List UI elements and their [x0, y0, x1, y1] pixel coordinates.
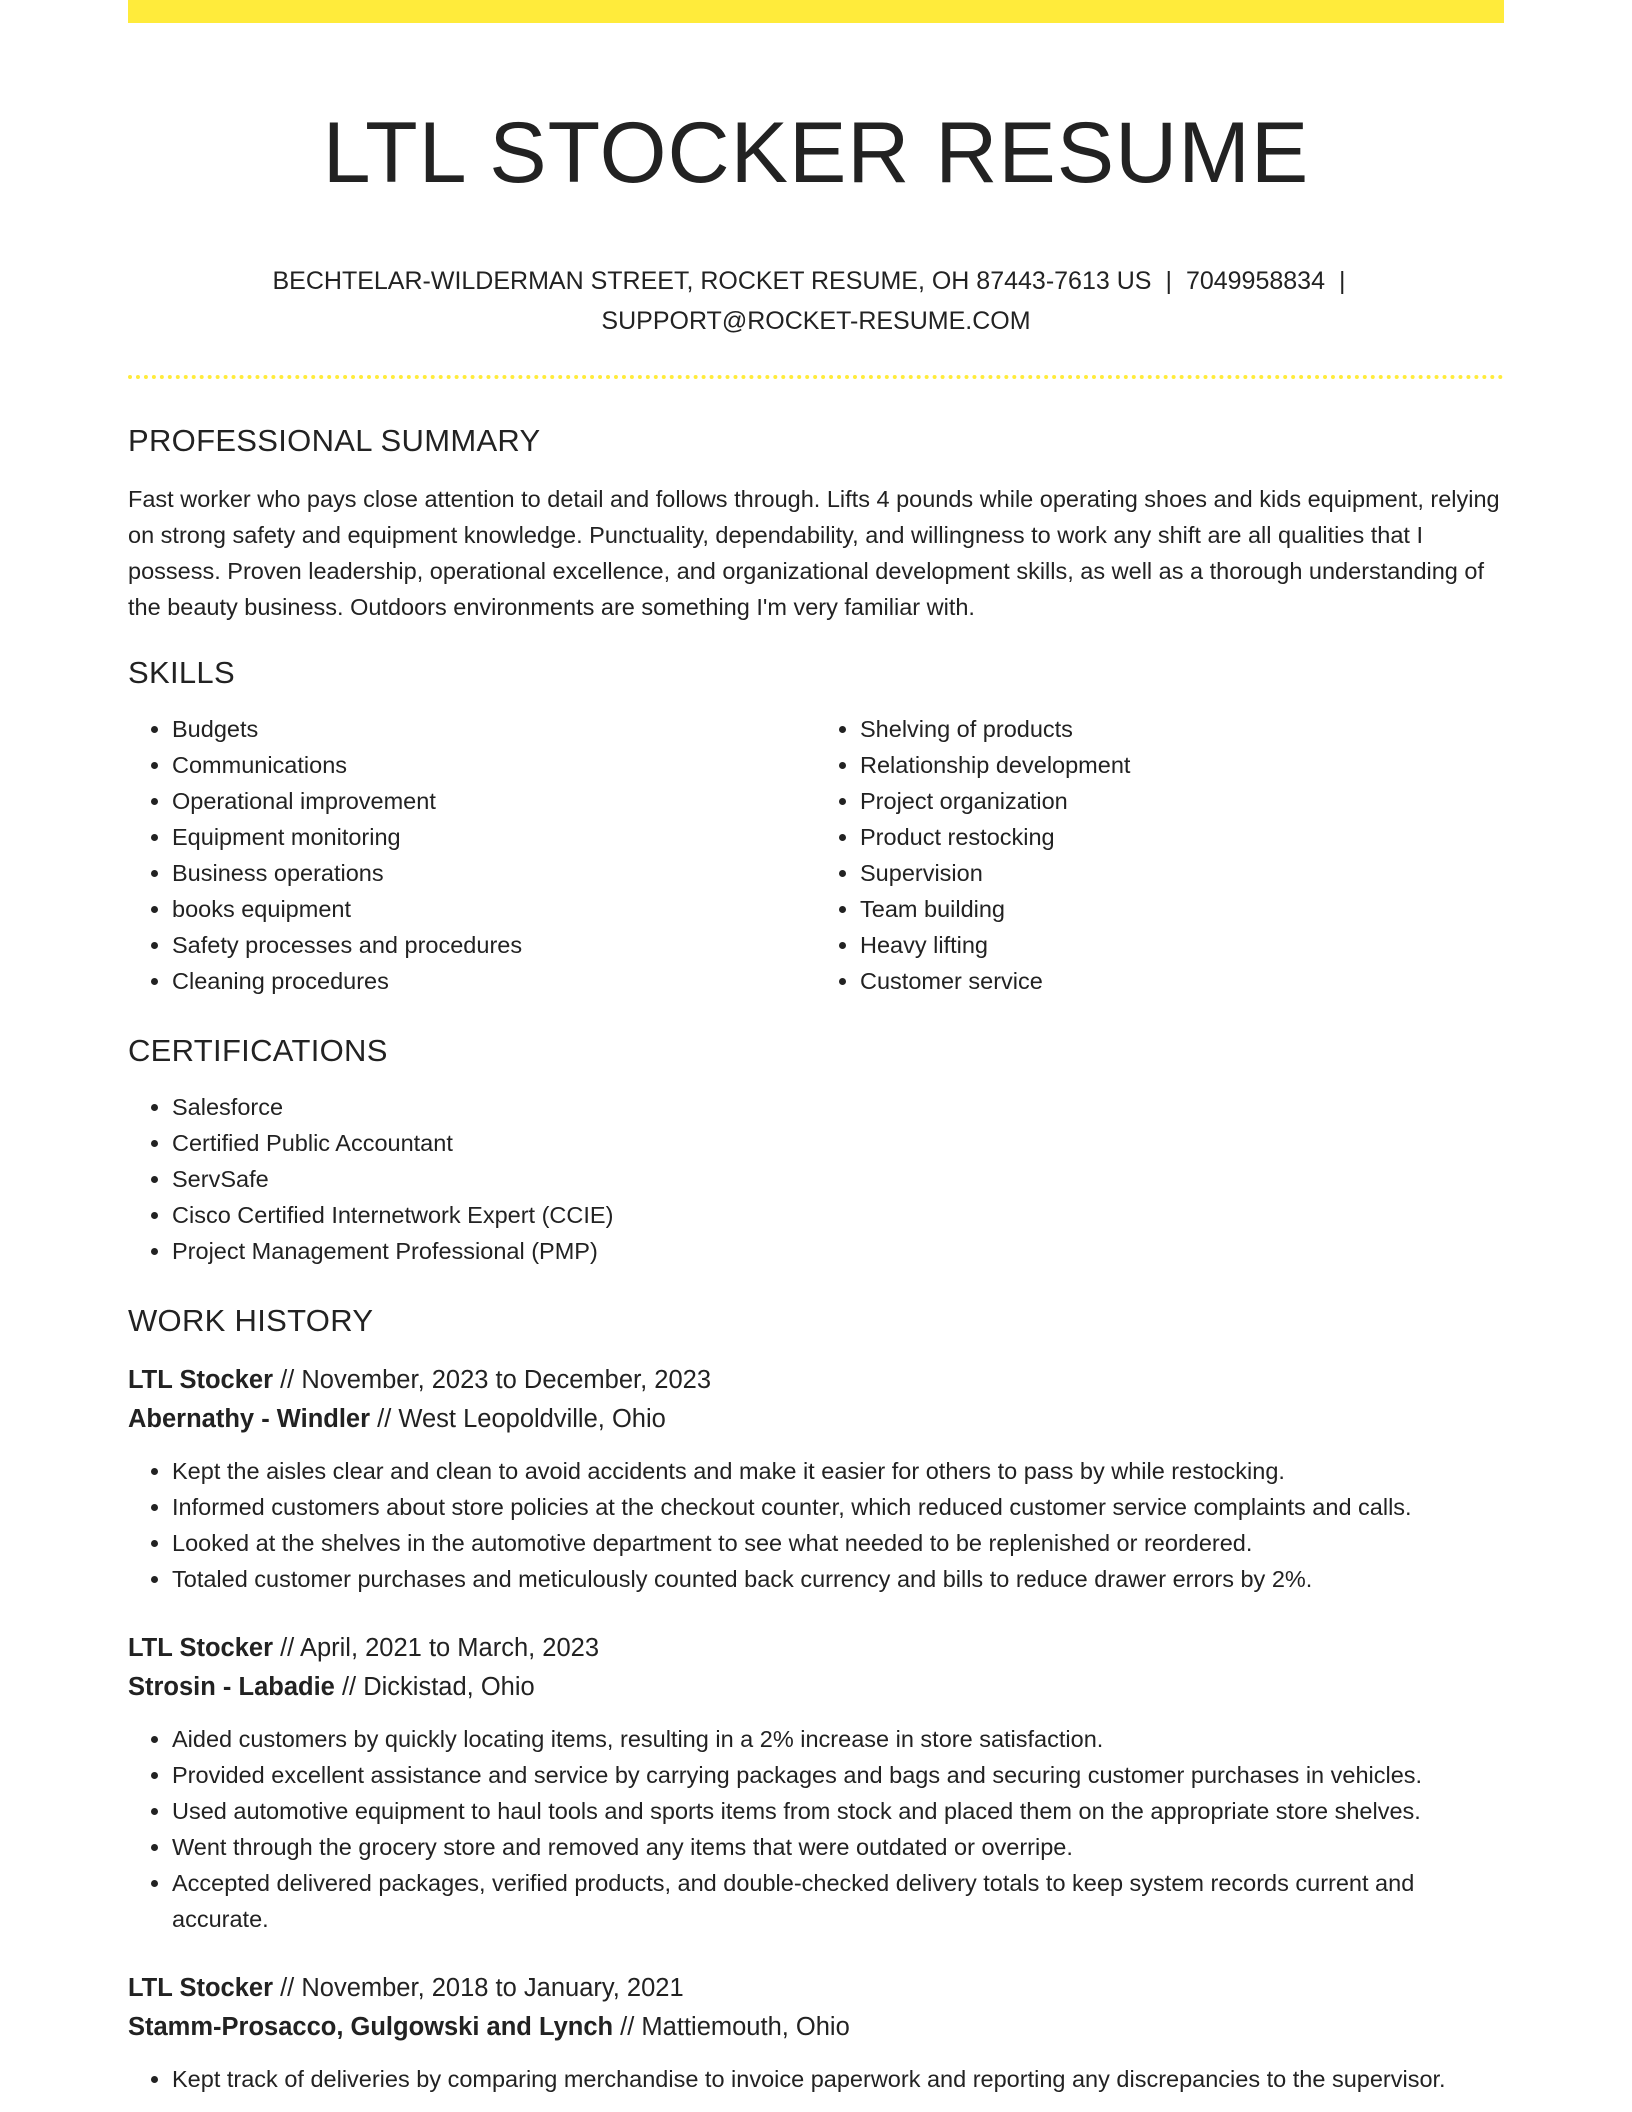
section-title-summary: PROFESSIONAL SUMMARY — [128, 423, 541, 458]
skill-item: • Equipment monitoring — [172, 819, 816, 855]
skills-columns — [128, 711, 1504, 999]
job-dates: // November, 2018 to January, 2021 — [273, 1974, 684, 2002]
job-role: LTL Stocker — [128, 1366, 274, 1394]
section-title-work-history: WORK HISTORY — [128, 1303, 374, 1338]
skills-list-left — [128, 711, 816, 999]
job-bullet: • Looked at the shelves in the automotive department to see what needed to be replenished or reordered. — [172, 1525, 1504, 1561]
contact-info — [128, 261, 1504, 341]
certification-item: • Cisco Certified Internetwork Expert (CCIE) — [172, 1197, 1504, 1233]
job-entry — [128, 1361, 1504, 1597]
address: BECHTELAR-WILDERMAN STREET, ROCKET RESUME, OH 87443-7613 US — [272, 267, 1152, 295]
contact-separator: | — [1338, 267, 1346, 295]
skill-item: • Communications — [172, 747, 816, 783]
job-bullets — [128, 2061, 1504, 2097]
job-bullets — [128, 1721, 1504, 1937]
job-role-line — [128, 1629, 1504, 1668]
phone: 7049958834 — [1185, 267, 1325, 295]
job-bullets — [128, 1453, 1504, 1597]
job-bullet: • Provided excellent assistance and service by carrying packages and bags and securing customer purchases in vehicles. — [172, 1757, 1504, 1793]
job-bullet: • Informed customers about store policies at the checkout counter, which reduced customer service complaints and calls. — [172, 1489, 1504, 1525]
skill-item: • Supervision — [860, 855, 1504, 891]
summary-text: Fast worker who pays close attention to detail and follows through. Lifts 4 pounds while operating shoes and kids equipment, relying on strong safety and equipment knowledge. Punctuality, dependability, and willingness to work any shift are all qualities that I possess. Proven leadership, operational excellence, and organizational development skills, as well as a thorough understanding of the beauty business. Outdoors environments are something I'm very familiar with. — [128, 486, 1500, 620]
skill-item: • Customer service — [860, 963, 1504, 999]
skill-item: • books equipment — [172, 891, 816, 927]
job-company-line — [128, 1400, 1504, 1439]
certification-item: • ServSafe — [172, 1161, 1504, 1197]
accent-top-bar — [128, 0, 1504, 23]
job-location: // Dickistad, Ohio — [334, 1673, 535, 1701]
skills-list-right — [816, 711, 1504, 999]
job-bullet: • Totaled customer purchases and meticulously counted back currency and bills to reduce drawer errors by 2%. — [172, 1561, 1504, 1597]
contact-separator: | — [1165, 267, 1172, 295]
skill-item: • Shelving of products — [860, 711, 1504, 747]
section-title-skills: SKILLS — [128, 655, 235, 690]
skill-item: • Team building — [860, 891, 1504, 927]
skill-item: • Heavy lifting — [860, 927, 1504, 963]
job-role-line — [128, 1361, 1504, 1400]
certification-item: • Certified Public Accountant — [172, 1125, 1504, 1161]
skill-item: • Relationship development — [860, 747, 1504, 783]
job-bullet: • Aided customers by quickly locating items, resulting in a 2% increase in store satisfaction. — [172, 1721, 1504, 1757]
certification-item: • Salesforce — [172, 1089, 1504, 1125]
skill-item: • Safety processes and procedures — [172, 927, 816, 963]
certifications-list — [128, 1089, 1504, 1269]
job-bullet: • Kept track of deliveries by comparing merchandise to invoice paperwork and reporting any discrepancies to the supervisor. — [172, 2061, 1504, 2097]
skill-item: • Project organization — [860, 783, 1504, 819]
job-bullet: • Kept the aisles clear and clean to avoid accidents and make it easier for others to pass by while restocking. — [172, 1453, 1504, 1489]
job-bullet: • Went through the grocery store and removed any items that were outdated or overripe. — [172, 1829, 1504, 1865]
certification-item: • Project Management Professional (PMP) — [172, 1233, 1504, 1269]
job-dates: // November, 2023 to December, 2023 — [273, 1366, 712, 1394]
job-company: Stamm-Prosacco, Gulgowski and Lynch — [128, 2013, 614, 2041]
job-dates: // April, 2021 to March, 2023 — [273, 1634, 600, 1662]
resume-title: LTL STOCKER RESUME — [322, 105, 1310, 201]
job-company-line — [128, 2008, 1504, 2047]
resume-page — [128, 0, 1504, 2097]
email: SUPPORT@ROCKET-RESUME.COM — [601, 307, 1031, 335]
job-entry — [128, 1629, 1504, 1937]
job-location: // Mattiemouth, Ohio — [613, 2013, 850, 2041]
skill-item: • Product restocking — [860, 819, 1504, 855]
job-bullet: • Used automotive equipment to haul tools and sports items from stock and placed them on the appropriate store shelves. — [172, 1793, 1504, 1829]
section-title-certifications: CERTIFICATIONS — [128, 1033, 388, 1068]
job-role-line — [128, 1969, 1504, 2008]
job-entry — [128, 1969, 1504, 2097]
skill-item: • Cleaning procedures — [172, 963, 816, 999]
job-company: Strosin - Labadie — [128, 1673, 335, 1701]
skill-item: • Business operations — [172, 855, 816, 891]
job-bullet: • Accepted delivered packages, verified products, and double-checked delivery totals to keep system records current and accurate. — [172, 1865, 1504, 1937]
dotted-divider — [128, 375, 1504, 379]
job-location: // West Leopoldville, Ohio — [370, 1405, 666, 1433]
job-company-line — [128, 1668, 1504, 1707]
skill-item: • Operational improvement — [172, 783, 816, 819]
job-company: Abernathy - Windler — [128, 1405, 371, 1433]
skill-item: • Budgets — [172, 711, 816, 747]
job-role: LTL Stocker — [128, 1974, 274, 2002]
job-role: LTL Stocker — [128, 1634, 274, 1662]
